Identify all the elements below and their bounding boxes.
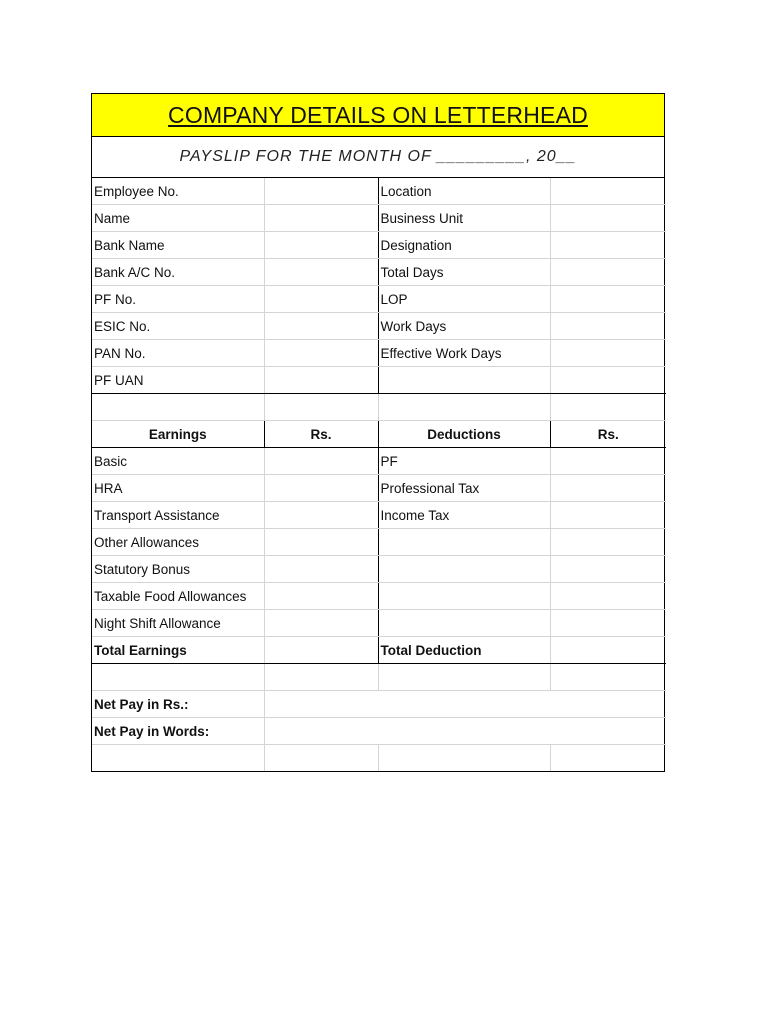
net-pay-rs-label: Net Pay in Rs.:: [92, 691, 264, 718]
earning-amount[interactable]: [264, 556, 378, 583]
info-label: Effective Work Days: [378, 340, 550, 367]
info-value[interactable]: [550, 178, 666, 205]
earning-label: Statutory Bonus: [92, 556, 264, 583]
info-label: Designation: [378, 232, 550, 259]
pay-row: [92, 529, 666, 556]
totals-row: [92, 637, 666, 664]
earning-label: HRA: [92, 475, 264, 502]
info-row: [92, 340, 666, 367]
info-value[interactable]: [264, 178, 378, 205]
info-value[interactable]: [550, 232, 666, 259]
info-value[interactable]: [264, 340, 378, 367]
info-value[interactable]: [550, 340, 666, 367]
pay-table-header: [92, 421, 666, 448]
info-row: [92, 259, 666, 286]
info-value[interactable]: [264, 205, 378, 232]
info-row: [92, 205, 666, 232]
info-label: PF No.: [92, 286, 264, 313]
info-label: Employee No.: [92, 178, 264, 205]
info-label: Location: [378, 178, 550, 205]
pay-row: [92, 475, 666, 502]
info-value[interactable]: [550, 367, 666, 394]
payslip-month-bar: [92, 137, 664, 178]
earning-amount[interactable]: [264, 475, 378, 502]
earning-amount[interactable]: [264, 610, 378, 637]
info-row: [92, 313, 666, 340]
net-pay-rs-value[interactable]: [264, 691, 666, 718]
deduction-amount[interactable]: [550, 556, 666, 583]
earning-amount[interactable]: [264, 448, 378, 475]
info-label: Bank Name: [92, 232, 264, 259]
pay-row: [92, 448, 666, 475]
info-label: Bank A/C No.: [92, 259, 264, 286]
pay-row: [92, 610, 666, 637]
spacer-row: [92, 394, 666, 421]
earnings-rs-header: Rs.: [264, 421, 378, 448]
deduction-label: [378, 583, 550, 610]
info-value[interactable]: [550, 286, 666, 313]
info-value[interactable]: [264, 367, 378, 394]
info-value[interactable]: [264, 313, 378, 340]
earning-amount[interactable]: [264, 583, 378, 610]
deduction-amount[interactable]: [550, 448, 666, 475]
deduction-label: Income Tax: [378, 502, 550, 529]
earning-label: Basic: [92, 448, 264, 475]
info-label: Work Days: [378, 313, 550, 340]
net-pay-rs-row: [92, 691, 666, 718]
deduction-label: [378, 610, 550, 637]
payslip-month-title: PAYSLIP FOR THE MONTH OF _________, 20__: [179, 148, 577, 165]
pay-row: [92, 502, 666, 529]
payslip-form: [91, 93, 665, 772]
info-label: PAN No.: [92, 340, 264, 367]
company-title-bar: [92, 94, 664, 137]
info-label: [378, 367, 550, 394]
info-row: [92, 178, 666, 205]
info-label: Name: [92, 205, 264, 232]
earnings-header: Earnings: [92, 421, 264, 448]
info-row: [92, 286, 666, 313]
info-label: ESIC No.: [92, 313, 264, 340]
earning-label: Other Allowances: [92, 529, 264, 556]
info-label: Business Unit: [378, 205, 550, 232]
earning-amount[interactable]: [264, 502, 378, 529]
earning-label: Transport Assistance: [92, 502, 264, 529]
deductions-rs-header: Rs.: [550, 421, 666, 448]
deduction-label: [378, 529, 550, 556]
deduction-amount[interactable]: [550, 475, 666, 502]
deduction-amount[interactable]: [550, 583, 666, 610]
deduction-amount[interactable]: [550, 529, 666, 556]
net-pay-words-label: Net Pay in Words:: [92, 718, 264, 745]
total-earnings-label: Total Earnings: [92, 637, 264, 664]
payslip-grid: [92, 178, 666, 771]
pay-row: [92, 556, 666, 583]
info-value[interactable]: [550, 259, 666, 286]
net-pay-words-value[interactable]: [264, 718, 666, 745]
earning-label: Taxable Food Allowances: [92, 583, 264, 610]
pay-row: [92, 583, 666, 610]
total-earnings-value[interactable]: [264, 637, 378, 664]
deduction-label: Professional Tax: [378, 475, 550, 502]
info-value[interactable]: [264, 286, 378, 313]
info-value[interactable]: [264, 232, 378, 259]
net-pay-words-row: [92, 718, 666, 745]
info-label: PF UAN: [92, 367, 264, 394]
company-title: COMPANY DETAILS ON LETTERHEAD: [168, 101, 588, 128]
deduction-amount[interactable]: [550, 610, 666, 637]
info-label: Total Days: [378, 259, 550, 286]
deductions-header: Deductions: [378, 421, 550, 448]
spacer-row: [92, 745, 666, 772]
deduction-label: PF: [378, 448, 550, 475]
info-row: [92, 367, 666, 394]
info-value[interactable]: [550, 205, 666, 232]
info-label: LOP: [378, 286, 550, 313]
info-row: [92, 232, 666, 259]
info-value[interactable]: [264, 259, 378, 286]
spacer-row: [92, 664, 666, 691]
earning-label: Night Shift Allowance: [92, 610, 264, 637]
total-deduction-label: Total Deduction: [378, 637, 550, 664]
total-deduction-value[interactable]: [550, 637, 666, 664]
deduction-amount[interactable]: [550, 502, 666, 529]
deduction-label: [378, 556, 550, 583]
earning-amount[interactable]: [264, 529, 378, 556]
info-value[interactable]: [550, 313, 666, 340]
